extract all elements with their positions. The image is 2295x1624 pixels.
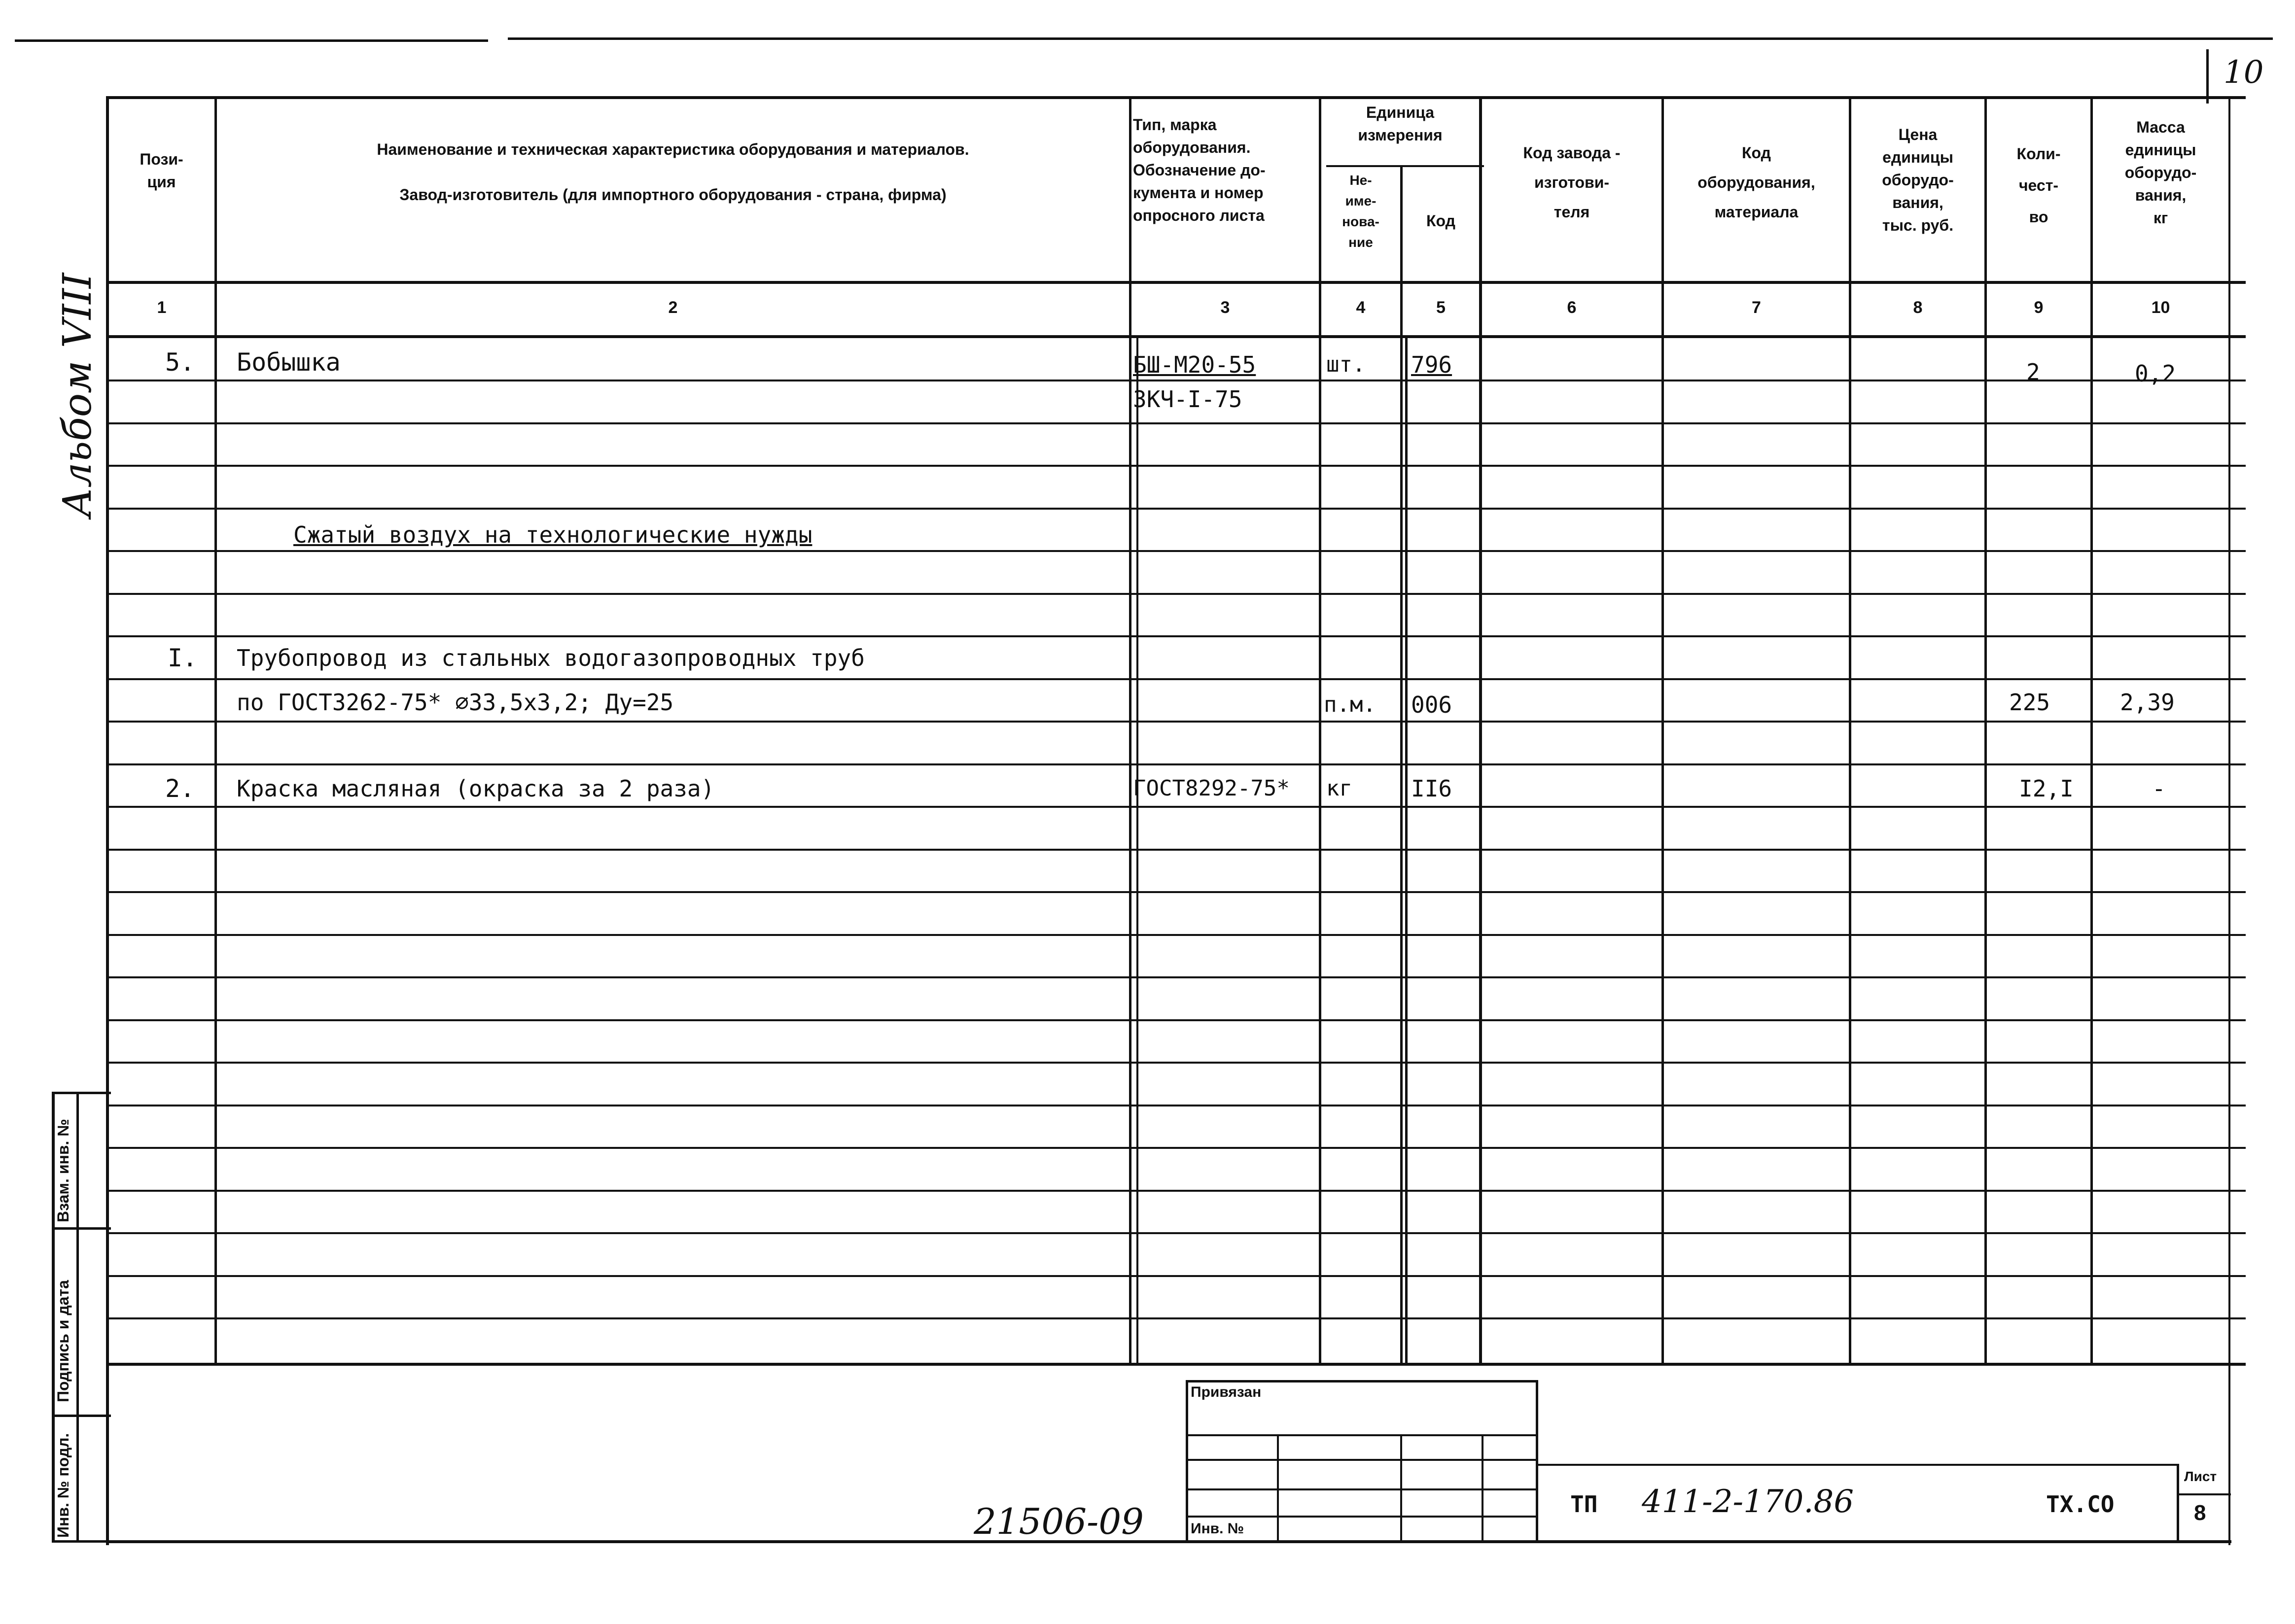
- row-separator: [106, 1232, 2246, 1234]
- row-name: Трубопровод из стальных водогазопроводных труб: [237, 645, 865, 671]
- stamp-podpis-data: Подпись и дата: [54, 1280, 72, 1402]
- stamp-inv-podl: Инв. № подл.: [54, 1433, 72, 1538]
- top-rule-left: [15, 39, 488, 42]
- row-separator: [106, 1019, 2246, 1021]
- row-unit: п.м.: [1324, 692, 1376, 717]
- row-code: 006: [1411, 691, 1452, 718]
- row-separator: [106, 849, 2246, 851]
- row-separator: [106, 1062, 2246, 1064]
- row-separator: [106, 678, 2246, 680]
- header-type: Тип, марка оборудования. Обозначение до- кумента и номер опросного листа: [1133, 116, 1266, 224]
- spec-table: [106, 96, 2246, 1363]
- colnum-7: 7: [1752, 298, 1761, 317]
- header-unit-name: Не- име- нова- ние: [1342, 173, 1379, 250]
- colnum-5: 5: [1436, 298, 1446, 317]
- colnum-6: 6: [1567, 298, 1577, 317]
- row-code: II6: [1411, 775, 1452, 802]
- privyazan-label: Привязан: [1191, 1384, 1262, 1400]
- header-name: Наименование и техническая характеристика оборудования и материалов. Завод-изготовитель (для импортного оборудования - страна, фирма): [377, 140, 969, 204]
- row-separator: [106, 763, 2246, 765]
- section-heading: Сжатый воздух на технологические нужды: [293, 521, 812, 548]
- row-qty: 2: [2026, 359, 2040, 385]
- row-pos: I.: [168, 644, 198, 672]
- header-factory-code: Код завода - изготови- теля: [1523, 144, 1621, 221]
- row-mass: 2,39: [2120, 689, 2175, 716]
- row-type: 3КЧ-I-75: [1133, 386, 1242, 413]
- colnum-9: 9: [2034, 298, 2044, 317]
- stamp-vzam-inv: Взам. инв. №: [54, 1119, 72, 1222]
- row-type: БШ-М20-55: [1133, 351, 1256, 378]
- row-name: по ГОСТ3262-75* ⌀33,5х3,2; Ду=25: [237, 689, 674, 716]
- header-unit-group: Единица измерения: [1358, 104, 1443, 144]
- colnum-8: 8: [1913, 298, 1923, 317]
- row-separator: [106, 976, 2246, 978]
- header-position: Пози- ция: [140, 150, 183, 191]
- row-pos: 5.: [165, 348, 195, 377]
- row-separator: [106, 934, 2246, 936]
- header-unit-code: Код: [1426, 212, 1455, 230]
- header-price: Цена единицы оборудо- вания, тыс. руб.: [1882, 126, 1954, 234]
- row-separator: [106, 550, 2246, 552]
- colnum-10: 10: [2151, 298, 2170, 317]
- row-unit: шт.: [1326, 352, 1366, 377]
- row-separator: [106, 1190, 2246, 1192]
- album-label: Альбом VIII: [54, 273, 100, 518]
- colnum-4: 4: [1356, 298, 1366, 317]
- header-mass: Масса единицы оборудо- вания, кг: [2124, 118, 2197, 227]
- row-separator: [106, 465, 2246, 467]
- row-separator: [106, 508, 2246, 510]
- row-separator: [106, 593, 2246, 595]
- row-separator: [106, 721, 2246, 723]
- inv-no-label: Инв. №: [1191, 1520, 1244, 1537]
- row-separator: [106, 380, 2246, 381]
- row-name: Краска масляная (окраска за 2 раза): [237, 775, 715, 802]
- colnum-3: 3: [1220, 298, 1230, 317]
- row-qty: I2,I: [2019, 775, 2074, 802]
- row-type: ГОСТ8292-75*: [1133, 776, 1290, 801]
- sheet-number: 8: [2194, 1501, 2206, 1525]
- row-separator: [106, 1105, 2246, 1106]
- row-separator: [106, 1317, 2246, 1319]
- archive-number: 21506-09: [974, 1501, 1144, 1542]
- row-separator: [106, 891, 2246, 893]
- colnum-2: 2: [668, 298, 678, 317]
- project-code: 411-2-170.86: [1642, 1484, 1854, 1520]
- row-code: 796: [1411, 351, 1452, 378]
- row-qty: 225: [2009, 689, 2050, 716]
- row-separator: [106, 422, 2246, 424]
- row-pos: 2.: [165, 774, 195, 803]
- row-separator: [106, 1275, 2246, 1277]
- sheet-corner-number: 10: [2224, 54, 2264, 91]
- row-mass: 0,2: [2135, 360, 2176, 387]
- row-separator: [106, 635, 2246, 637]
- row-unit: кг: [1326, 776, 1352, 801]
- row-separator: [106, 1147, 2246, 1149]
- tp-label: ТП: [1570, 1491, 1598, 1518]
- colnum-1: 1: [157, 298, 167, 317]
- row-separator: [106, 806, 2246, 808]
- section-code: ТХ.СО: [2046, 1491, 2115, 1518]
- top-rule-right: [508, 37, 2273, 40]
- sheet-label: Лист: [2184, 1469, 2217, 1484]
- row-name: Бобышка: [237, 348, 341, 377]
- header-quantity: Коли- чест- во: [2016, 145, 2061, 226]
- row-mass: -: [2152, 775, 2166, 802]
- header-equipment-code: Код оборудования, материала: [1697, 144, 1815, 221]
